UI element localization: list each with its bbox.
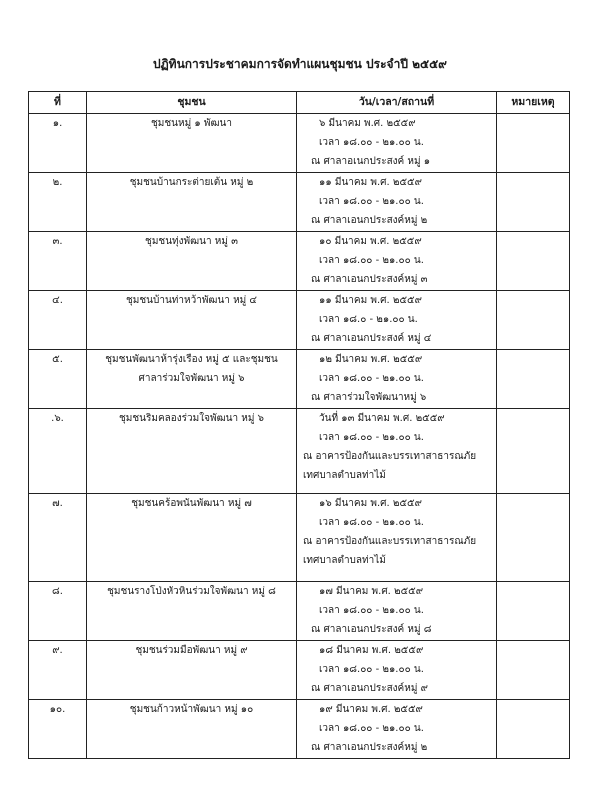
row-number: ๔. [29,291,87,350]
datetime-place-cell [297,291,497,350]
datetime-place-cell [297,494,497,582]
row-number: ๕. [29,350,87,409]
datetime-place-line: ณ ศาลาเอนกประสงค์หมู่ ๒ [311,742,428,753]
table-row [29,700,570,759]
datetime-place-line: เวลา ๑๘.๐๐ - ๒๑.๐๐ น. [319,723,424,734]
row-number: ๓. [29,232,87,291]
header-community: ชุมชน [87,92,297,114]
community-cell [87,641,297,700]
row-number: ๗. [29,494,87,582]
community-name: ศาลาร่วมใจพัฒนา หมู่ ๖ [138,373,245,384]
datetime-place-line: ณ อาคารป้องกันและบรรเทาสาธารณภัย [303,536,477,547]
datetime-place-line: ๑๑ มีนาคม พ.ศ. ๒๕๕๙ [319,177,422,188]
row-number: .๖. [29,409,87,494]
datetime-place-line: ณ ศาลาร่วมใจพัฒนาหมู่ ๖ [311,392,427,403]
community-name: ชุมชนรางโป่งหัวหินร่วมใจพัฒนา หมู่ ๘ [107,586,276,597]
note-cell [497,700,570,759]
note-cell [497,114,570,173]
note-cell [497,494,570,582]
datetime-place-cell [297,173,497,232]
datetime-place-line: ณ ศาลาเอนกประสงค์หมู่ ๒ [311,215,428,226]
table-row [29,582,570,641]
datetime-place-cell [297,582,497,641]
datetime-place-line: ๑๙ มีนาคม พ.ศ. ๒๕๕๙ [319,704,423,715]
row-number: ๙. [29,641,87,700]
datetime-place-line: ๑๖ มีนาคม พ.ศ. ๒๕๕๙ [319,498,422,509]
datetime-place-line: เทศบาลตำบลท่าไม้ [303,555,386,566]
row-number: ๒. [29,173,87,232]
datetime-place-line: ๑๗ มีนาคม พ.ศ. ๒๕๕๙ [319,586,424,597]
row-number: ๑๐. [29,700,87,759]
community-name: ชุมชนทุ่งพัฒนา หมู่ ๓ [145,236,238,247]
community-cell [87,409,297,494]
community-name: ชุมชนบ้านท่าหว้าพัฒนา หมู่ ๔ [125,295,257,306]
table-row [29,350,570,409]
note-cell [497,641,570,700]
datetime-place-line: เวลา ๑๘.๐๐ - ๒๑.๐๐ น. [319,517,424,528]
datetime-place-line: ๖ มีนาคม พ.ศ. ๒๕๕๙ [319,118,416,129]
datetime-place-line: เวลา ๑๘.๐๐ - ๒๑.๐๐ น. [319,432,424,443]
row-number: ๘. [29,582,87,641]
community-name: ชุมชนคร้อพนันพัฒนา หมู่ ๗ [131,498,252,509]
note-cell [497,232,570,291]
table-row [29,232,570,291]
datetime-place-line: เวลา ๑๘.๐๐ - ๒๑.๐๐ น. [319,373,424,384]
header-note: หมายเหตุ [497,92,570,114]
header-no: ที่ [29,92,87,114]
community-cell [87,494,297,582]
table-row [29,291,570,350]
community-name: ชุมชนบ้านกระต่ายเต้น หมู่ ๒ [129,177,254,188]
community-name: ชุมชนหมู่ ๑ พัฒนา [151,118,232,129]
datetime-place-cell [297,350,497,409]
datetime-place-line: เวลา ๑๘.๐๐ - ๒๑.๐๐ น. [319,664,424,675]
datetime-place-line: เทศบาลตำบลท่าไม้ [303,470,386,481]
community-cell [87,114,297,173]
note-cell [497,291,570,350]
table-row [29,409,570,494]
datetime-place-cell [297,114,497,173]
datetime-place-line: ๑๐ มีนาคม พ.ศ. ๒๕๕๙ [319,236,422,247]
community-cell [87,700,297,759]
datetime-place-line: วันที่ ๑๓ มีนาคม พ.ศ. ๒๕๕๙ [319,413,445,424]
community-cell [87,350,297,409]
datetime-place-line: เวลา ๑๘.๐๐ - ๒๑.๐๐ น. [319,605,424,616]
page-title: ปฏิทินการประชาคมการจัดทำแผนชุมชน ประจำปี ๒๕๕๙ [153,57,447,71]
header-datetime: วัน/เวลา/สถานที่ [297,92,497,114]
header-row [29,92,570,114]
table-row [29,114,570,173]
row-number: ๑. [29,114,87,173]
datetime-place-cell [297,232,497,291]
datetime-place-line: ณ ศาลาเอนกประสงค์หมู่ ๙ [311,683,428,694]
schedule-table [28,91,570,759]
community-cell [87,291,297,350]
community-name: ชุมชนร่วมมือพัฒนา หมู่ ๙ [135,645,248,656]
note-cell [497,582,570,641]
datetime-place-line: ณ ศาลาเอนกประสงค์หมู่ ๓ [311,274,428,285]
datetime-place-line: ๑๒ มีนาคม พ.ศ. ๒๕๕๙ [319,354,423,365]
community-cell [87,582,297,641]
datetime-place-cell [297,641,497,700]
datetime-place-line: เวลา ๑๘.๐๐ - ๒๑.๐๐ น. [319,137,424,148]
datetime-place-line: ณ ศาลาเอนกประสงค์ หมู่ ๘ [311,624,432,635]
datetime-place-line: ณ ศาลาอเนกประสงค์ หมู่ ๑ [311,156,431,167]
note-cell [497,350,570,409]
datetime-place-line: ๑๑ มีนาคม พ.ศ. ๒๕๕๙ [319,295,422,306]
datetime-place-line: เวลา ๑๘.๐๐ - ๒๑.๐๐ น. [319,196,424,207]
community-name: ชุมชนริมคลองร่วมใจพัฒนา หมู่ ๖ [119,413,264,424]
datetime-place-line: เวลา ๑๘.๐ - ๒๑.๐๐ น. [319,314,418,325]
datetime-place-cell [297,700,497,759]
table-row [29,173,570,232]
note-cell [497,173,570,232]
community-name: ชุมชนพัฒนาห้ารุ่งเรือง หมู่ ๕ และชุมชน [105,354,278,365]
datetime-place-line: ณ ศาลาเอนกประสงค์ หมู่ ๔ [311,333,432,344]
datetime-place-line: ณ อาคารป้องกันและบรรเทาสาธารณภัย [303,451,477,462]
datetime-place-line: เวลา ๑๘.๐๐ - ๒๑.๐๐ น. [319,255,424,266]
community-cell [87,173,297,232]
community-name: ชุมชนก้าวหน้าพัฒนา หมู่ ๑๐ [129,704,254,715]
datetime-place-cell [297,409,497,494]
table-row [29,494,570,582]
note-cell [497,409,570,494]
community-cell [87,232,297,291]
table-row [29,641,570,700]
datetime-place-line: ๑๘ มีนาคม พ.ศ. ๒๕๕๙ [319,645,424,656]
